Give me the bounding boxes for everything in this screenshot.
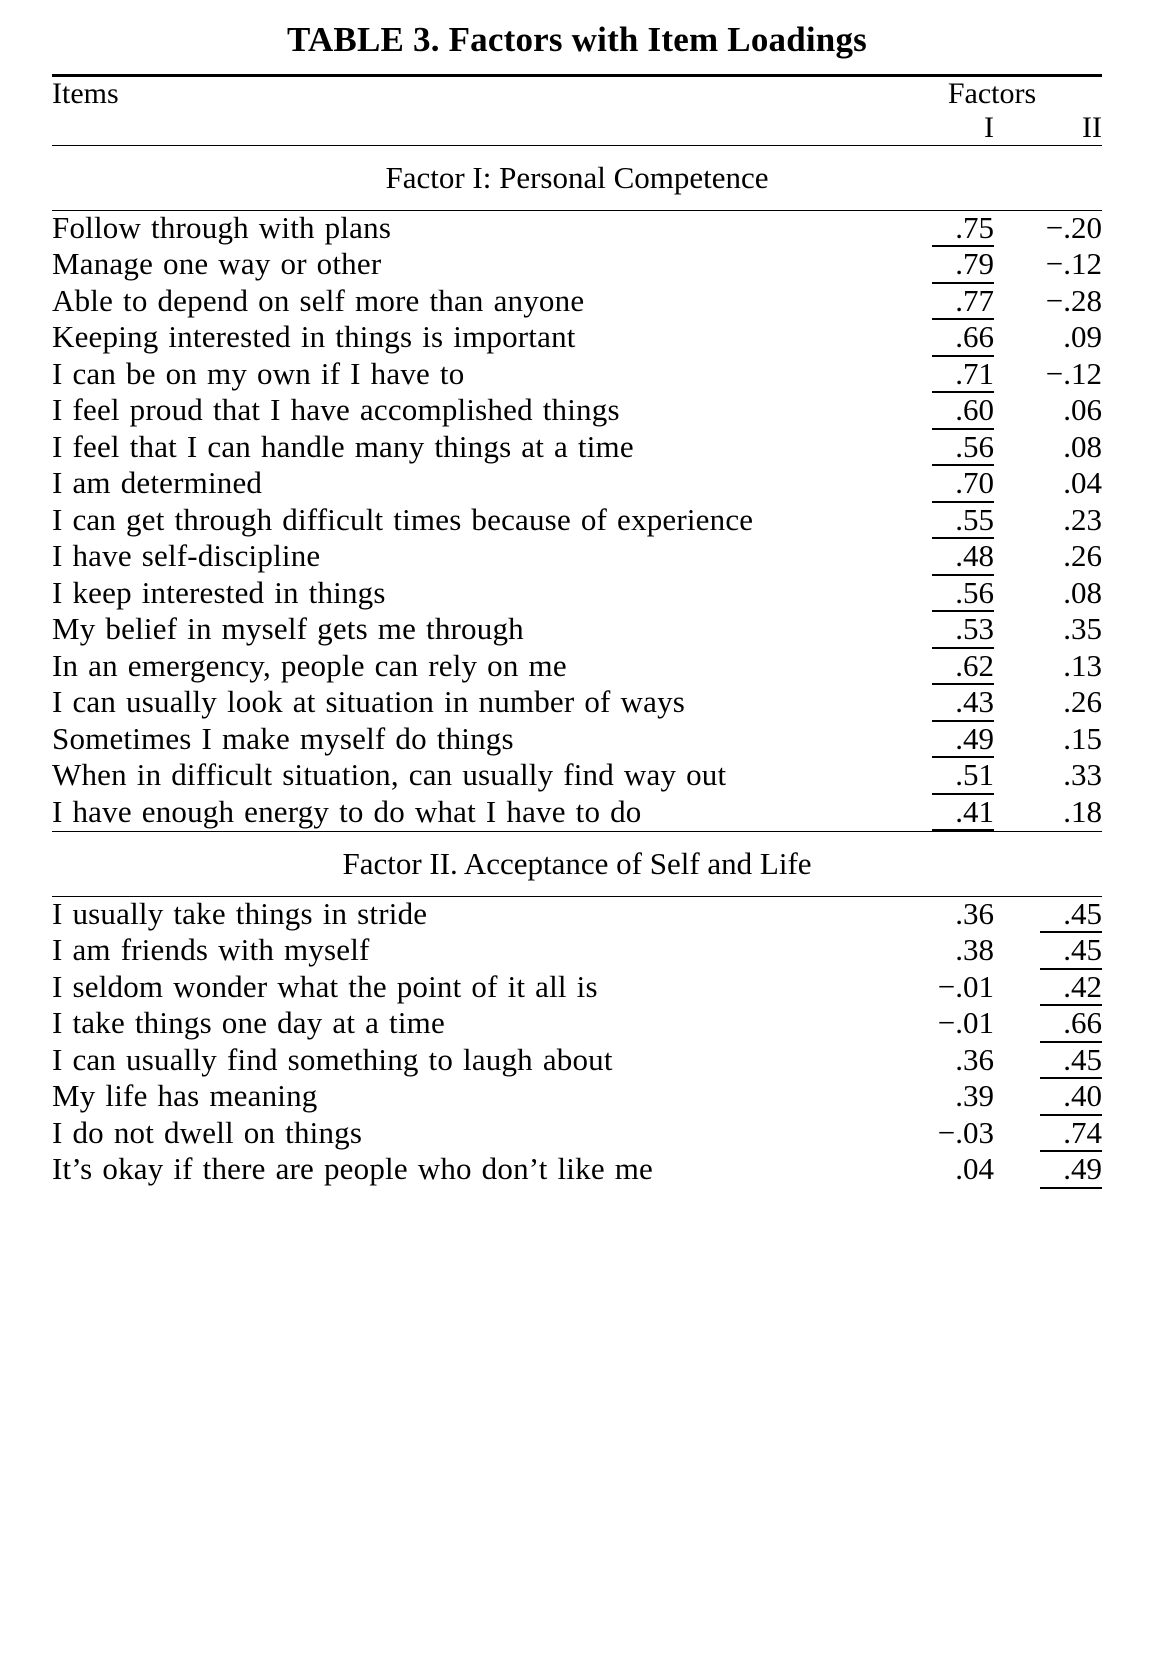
loading-factor-2-cell [994,393,1102,429]
item-label: Manage one way or other [52,246,382,282]
table-row [52,970,1102,1006]
loading-factor-2-cell [994,1116,1102,1152]
loading-factor-1-cell [882,357,994,393]
loading-factor-1-cell [882,795,994,831]
item-label: Sometimes I make myself do things [52,720,514,756]
loading-factor-2-cell [994,320,1102,356]
loading-factor-2-value: .66 [1040,1006,1102,1042]
header-factor-1: I [984,111,994,144]
table-row [52,211,1102,247]
item-label: I feel that I can handle many things at a time [52,428,634,464]
loading-factor-2-cell [994,897,1102,933]
item-label: I am friends with myself [52,932,370,968]
loading-factor-1-cell [882,612,994,648]
loading-factor-1-value: .41 [932,795,994,831]
table-row [52,612,1102,648]
loading-factor-1-value: .36 [955,895,994,931]
header-blank [52,111,882,145]
table-header-row [52,77,1102,111]
table-row [52,1116,1102,1152]
loading-factor-2-value: .08 [1063,428,1102,464]
table-row [52,466,1102,502]
loading-factor-1-cell [882,503,994,539]
loading-factor-1-cell [882,430,994,466]
table-row [52,539,1102,575]
loading-factor-2-cell [994,1152,1102,1188]
item-label: Follow through with plans [52,210,392,245]
loading-factor-1-value: .51 [932,758,994,794]
header-factors-label: Factors [947,77,1037,110]
loading-factor-2-value: .42 [1040,970,1102,1006]
item-label: I have enough energy to do what I have to do [52,793,642,829]
loading-factor-2-value: .33 [1063,757,1102,793]
table-row [52,685,1102,721]
table-header-group [52,77,1102,145]
header-items-label: Items [52,77,119,110]
loading-factor-2-cell [994,970,1102,1006]
loading-factor-2-cell [994,933,1102,969]
table-row [52,1006,1102,1042]
loading-factor-2-cell [994,1043,1102,1079]
table-row [52,933,1102,969]
loading-factor-1-cell [882,1043,994,1079]
loading-factor-2-value: −.12 [1045,355,1102,391]
loading-factor-2-cell [994,758,1102,794]
loading-factor-2-cell [994,430,1102,466]
loading-factor-1-value: .77 [932,284,994,320]
loading-factor-1-value: .43 [932,685,994,721]
item-label: Able to depend on self more than anyone [52,282,585,318]
loading-factor-2-value: −.20 [1045,210,1102,245]
loading-factor-1-value: .39 [955,1078,994,1114]
loading-factor-1-cell [882,539,994,575]
table-row [52,649,1102,685]
item-label: When in difficult situation, can usually find way out [52,757,727,793]
loading-factor-1-cell [882,685,994,721]
item-label: I can usually find something to laugh about [52,1041,613,1077]
item-label: I have self-discipline [52,538,321,574]
table-row [52,758,1102,794]
header-factor-2: II [1082,111,1102,144]
loading-factor-2-value: .49 [1040,1152,1102,1188]
item-label: I keep interested in things [52,574,386,610]
item-label: I seldom wonder what the point of it all is [52,968,598,1004]
item-label: I take things one day at a time [52,1005,445,1041]
section-heading-factor-1: Factor I: Personal Competence [385,160,769,195]
loading-factor-1-value: −.01 [937,968,994,1004]
loading-factor-2-value: .08 [1063,574,1102,610]
loading-factor-1-cell [882,1152,994,1188]
section-2-rows [52,897,1102,1189]
loading-factor-2-value: .18 [1063,793,1102,829]
loading-factor-2-cell [994,685,1102,721]
loading-factor-1-value: .75 [932,211,994,247]
item-label: My belief in myself gets me through [52,611,524,647]
loading-factor-1-value: .71 [932,357,994,393]
loading-factor-2-value: .40 [1040,1079,1102,1115]
loading-factor-2-cell [994,284,1102,320]
loading-factor-2-cell [994,1079,1102,1115]
loading-factor-2-value: −.12 [1045,246,1102,282]
table-row [52,795,1102,831]
table-subheader-row [52,111,1102,145]
section-2-body [52,897,1102,1189]
loading-factor-1-value: .56 [932,430,994,466]
loading-factor-1-cell [882,393,994,429]
loading-factor-2-cell [994,357,1102,393]
loading-factor-1-value: −.03 [937,1114,994,1150]
table-row [52,1079,1102,1115]
table-row [52,503,1102,539]
loading-factor-2-value: .35 [1063,611,1102,647]
table-row [52,1152,1102,1188]
factor-loadings-table [52,77,1102,145]
item-label: I can get through difficult times because of experience [52,501,754,537]
loading-factor-1-value: .66 [932,320,994,356]
loading-factor-1-cell [882,649,994,685]
loading-factor-1-cell [882,933,994,969]
table-row [52,357,1102,393]
loading-factor-1-cell [882,466,994,502]
loading-factor-2-value: .45 [1040,897,1102,933]
table-row [52,897,1102,933]
item-label: I can usually look at situation in number of ways [52,684,686,720]
item-label: In an emergency, people can rely on me [52,647,567,683]
loading-factor-2-cell [994,503,1102,539]
table-row [52,430,1102,466]
loading-factor-2-value: .06 [1063,392,1102,428]
item-label: I can be on my own if I have to [52,355,465,391]
loading-factor-2-value: .13 [1063,647,1102,683]
loading-factor-2-cell [994,247,1102,283]
item-label: I usually take things in stride [52,895,428,931]
loading-factor-2-cell [994,612,1102,648]
loading-factor-1-value: −.01 [937,1005,994,1041]
loading-factor-1-cell [882,320,994,356]
item-label: It’s okay if there are people who don’t like me [52,1151,654,1187]
loading-factor-1-cell [882,722,994,758]
loading-factor-1-value: .62 [932,649,994,685]
loading-factor-2-cell [994,576,1102,612]
loading-factor-1-value: .60 [932,393,994,429]
loading-factor-1-value: .70 [932,466,994,502]
loading-factor-1-value: .04 [955,1151,994,1187]
table-row [52,320,1102,356]
loading-factor-1-cell [882,576,994,612]
loading-factor-1-cell [882,247,994,283]
loading-factor-2-value: .09 [1063,319,1102,355]
loading-factor-1-value: .48 [932,539,994,575]
loading-factor-2-cell [994,466,1102,502]
loading-factor-1-cell [882,284,994,320]
page-title: TABLE 3. Factors with Item Loadings [287,20,867,59]
table-row [52,247,1102,283]
item-label: I do not dwell on things [52,1114,363,1150]
loading-factor-1-cell [882,758,994,794]
loading-factor-2-value: .23 [1063,501,1102,537]
loading-factor-1-value: .36 [955,1041,994,1077]
loading-factor-1-value: .53 [932,612,994,648]
table-row [52,393,1102,429]
loading-factor-2-value: .15 [1063,720,1102,756]
loading-factor-2-cell [994,722,1102,758]
item-label: I feel proud that I have accomplished things [52,392,620,428]
table-row [52,722,1102,758]
loading-factor-2-value: .04 [1063,465,1102,501]
loading-factor-1-value: .79 [932,247,994,283]
loading-factor-2-value: .45 [1040,1043,1102,1079]
loading-factor-1-value: .49 [932,722,994,758]
loading-factor-1-cell [882,1116,994,1152]
table-row [52,576,1102,612]
loading-factor-2-cell [994,211,1102,247]
loading-factor-1-value: .55 [932,503,994,539]
loading-factor-2-cell [994,649,1102,685]
loading-factor-2-value: .26 [1063,538,1102,574]
loading-factor-2-value: .74 [1040,1116,1102,1152]
loading-factor-2-cell [994,1006,1102,1042]
item-label: I am determined [52,465,263,501]
loading-factor-1-cell [882,1006,994,1042]
table-row [52,1043,1102,1079]
loading-factor-1-cell [882,1079,994,1115]
section-1-rows [52,211,1102,831]
loading-factor-2-value: −.28 [1045,282,1102,318]
loading-factor-1-cell [882,897,994,933]
section-heading-factor-2: Factor II. Acceptance of Self and Life [342,845,812,881]
item-label: Keeping interested in things is important [52,319,576,355]
item-label: My life has meaning [52,1078,318,1114]
loading-factor-1-value: .56 [932,576,994,612]
loading-factor-2-value: .45 [1040,933,1102,969]
loading-factor-1-value: .38 [955,932,994,968]
loading-factor-1-cell [882,211,994,247]
table-row [52,284,1102,320]
loading-factor-1-cell [882,970,994,1006]
loading-factor-2-cell [994,795,1102,831]
loading-factor-2-cell [994,539,1102,575]
loading-factor-2-value: .26 [1063,684,1102,720]
section-1-body [52,211,1102,831]
